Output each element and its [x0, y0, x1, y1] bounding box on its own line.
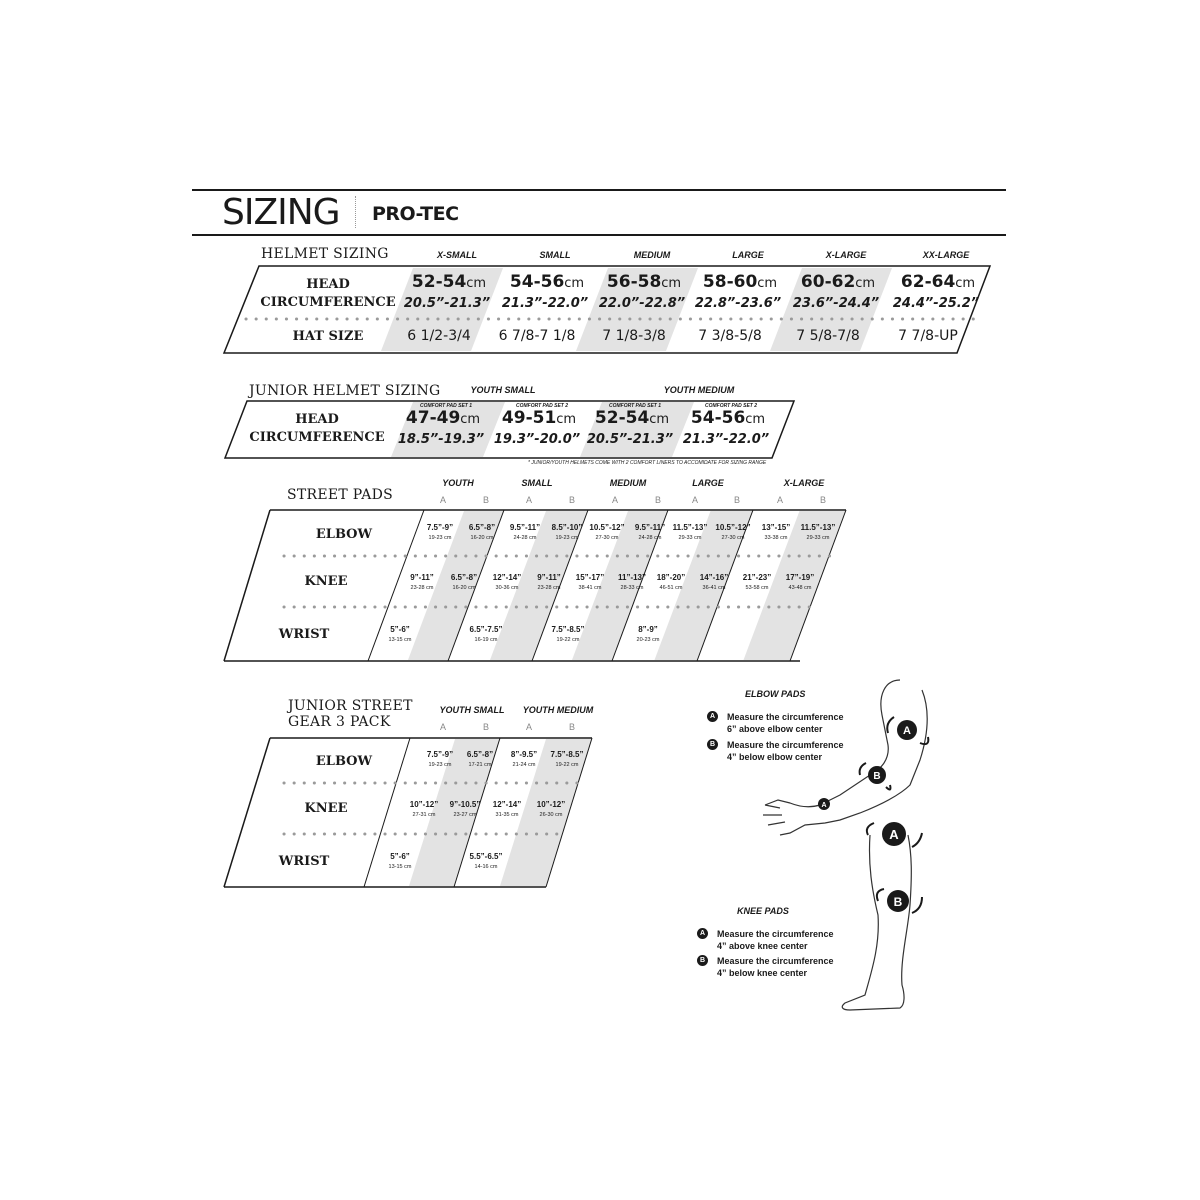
street-wrist-cell: [552, 625, 585, 643]
helmet-hat-value: 7 1/8-3/8: [602, 328, 666, 344]
junior-cm-number: 49-51: [501, 408, 557, 428]
junior-street-size-header: YOUTH SMALL: [439, 705, 505, 715]
helmet-cm-unit: cm: [855, 276, 876, 291]
street-elbow-inch: 10.5”-12”: [715, 523, 751, 532]
street-elbow-cell: [510, 523, 540, 541]
brand-logo: PRO-TEC: [372, 203, 459, 225]
junior-helmet-section-title: JUNIOR HELMET SIZING: [249, 383, 441, 399]
helmet-cm-value: [901, 272, 975, 292]
street-ab-label: A: [611, 495, 619, 505]
street-knee-cm: 46-51 cm: [659, 585, 683, 591]
helmet-cm-unit: cm: [955, 276, 976, 291]
junior-street-ab-label: B: [482, 722, 490, 732]
helmet-size-header: X-SMALL: [437, 250, 477, 260]
street-knee-cell: [410, 573, 434, 591]
street-wrist-inch: 5”-6”: [390, 625, 410, 634]
junior-inch-value: 19.3”-20.0”: [493, 432, 581, 447]
helmet-inch-value: 23.6”-24.4”: [792, 296, 880, 311]
street-knee-inch: 18”-20”: [656, 573, 686, 582]
street-elbow-cm: 19-23 cm: [555, 535, 579, 541]
junior-knee-label: KNEE: [304, 801, 348, 816]
junior-cm-value: [595, 408, 669, 428]
wrist-a-label: A: [821, 802, 827, 809]
street-elbow-inch: 6.5”-8”: [468, 523, 496, 532]
street-ab-label: A: [776, 495, 784, 505]
street-elbow-cell: [801, 523, 836, 541]
helmet-cm-number: 58-60: [702, 272, 758, 292]
junior-pad-label: COMFORT PAD SET 2: [704, 403, 758, 409]
junior-wrist-inch: 5”-6”: [390, 852, 410, 861]
street-size-header: YOUTH: [442, 478, 474, 488]
street-elbow-cm: 27-30 cm: [721, 535, 745, 541]
street-knee-cell: [743, 573, 771, 591]
helmet-head-label: HEAD CIRCUMFERENCE: [260, 277, 396, 310]
junior-inch-value: 20.5”-21.3”: [586, 432, 674, 447]
helmet-hat-value: 6 1/2-3/4: [407, 328, 471, 344]
street-elbow-cell: [427, 523, 453, 541]
junior-elbow-cell: [467, 750, 493, 768]
helmet-cm-number: 56-58: [606, 272, 662, 292]
junior-cm-value: [691, 408, 765, 428]
street-knee-inch: 12”-14”: [492, 573, 522, 582]
street-knee-inch: 11”-13”: [617, 573, 647, 582]
street-knee-cell: [493, 573, 521, 591]
junior-elbow-inch: 8”-9.5”: [510, 750, 538, 759]
helmet-inch-value: 22.8”-23.6”: [694, 296, 782, 311]
helmet-size-header: LARGE: [732, 250, 764, 260]
knee-b-text: Measure the circumference 4” below knee center: [717, 956, 834, 978]
helmet-inch-value: 22.0”-22.8”: [598, 296, 686, 311]
junior-cm-unit: cm: [556, 412, 577, 427]
street-wrist-cell: [637, 625, 660, 643]
junior-pad-label: COMFORT PAD SET 1: [608, 403, 662, 409]
street-elbow-inch: 7.5”-9”: [426, 523, 454, 532]
knee-a-label: A: [889, 827, 899, 842]
knee-a-text: Measure the circumference 4” above knee center: [717, 929, 834, 951]
street-knee-cm: 28-33 cm: [620, 585, 644, 591]
junior-elbow-cell: [551, 750, 584, 768]
street-size-header: LARGE: [692, 478, 724, 488]
street-knee-inch: 17”-19”: [785, 573, 815, 582]
junior-knee-cell: [450, 800, 481, 818]
street-elbow-cell: [635, 523, 665, 541]
street-wrist-inch: 8”-9”: [638, 625, 658, 634]
junior-inch-value: 21.3”-22.0”: [682, 432, 770, 447]
street-knee-cm: 38-41 cm: [578, 585, 602, 591]
junior-knee-cm: 31-35 cm: [495, 812, 519, 818]
junior-wrist-cm: 14-16 cm: [474, 864, 498, 870]
junior-wrist-cell: [389, 852, 412, 870]
junior-inch-value: 18.5”-19.3”: [397, 432, 485, 447]
junior-knee-cm: 26-30 cm: [539, 812, 563, 818]
street-elbow-inch: 11.5”-13”: [800, 523, 836, 532]
street-elbow-inch: 9.5”-11”: [509, 523, 541, 532]
street-size-header: MEDIUM: [609, 478, 647, 488]
street-ab-label: B: [654, 495, 662, 505]
junior-elbow-cell: [427, 750, 453, 768]
junior-knee-cell: [493, 800, 521, 818]
arm-b-label: B: [873, 771, 881, 782]
helmet-hat-value: 7 7/8-UP: [898, 328, 958, 344]
helmet-inch-value: 24.4”-25.2”: [892, 296, 980, 311]
junior-wrist-inch: 5.5”-6.5”: [469, 852, 503, 861]
junior-elbow-inch: 6.5”-8”: [466, 750, 494, 759]
helmet-cm-value: [703, 272, 777, 292]
junior-knee-cell: [410, 800, 438, 818]
street-knee-cell: [786, 573, 814, 591]
junior-elbow-inch: 7.5”-9”: [426, 750, 454, 759]
street-elbow-cm: 16-20 cm: [470, 535, 494, 541]
helmet-hat-value: 7 3/8-5/8: [698, 328, 762, 344]
junior-pad-label: COMFORT PAD SET 1: [419, 403, 473, 409]
street-wrist-inch: 7.5”-8.5”: [551, 625, 585, 634]
knee-b-marker: B: [697, 955, 708, 966]
street-elbow-inch: 9.5”-11”: [634, 523, 666, 532]
street-knee-cm: 23-28 cm: [410, 585, 434, 591]
junior-cm-unit: cm: [460, 412, 481, 427]
street-ab-label: A: [439, 495, 447, 505]
street-knee-label: KNEE: [304, 574, 348, 589]
helmet-cm-value: [412, 272, 486, 292]
street-elbow-inch: 13”-15”: [761, 523, 791, 532]
junior-street-ab-label: A: [439, 722, 447, 732]
helmet-size-header: XX-LARGE: [922, 250, 970, 260]
street-elbow-cm: 29-33 cm: [806, 535, 830, 541]
street-elbow-label: ELBOW: [315, 527, 373, 542]
street-knee-inch: 6.5”-8”: [450, 573, 478, 582]
junior-cm-unit: cm: [649, 412, 670, 427]
street-wrist-inch: 6.5”-7.5”: [469, 625, 503, 634]
junior-group-header: YOUTH MEDIUM: [663, 385, 735, 395]
junior-helmet-note: * JUNIOR/YOUTH HELMETS COME WITH 2 COMFORT LINERS TO ACCOMIDATE FOR SIZING RANGE: [528, 460, 767, 466]
junior-elbow-inch: 7.5”-8.5”: [550, 750, 584, 759]
street-elbow-cell: [673, 523, 708, 541]
junior-street-section-title: JUNIOR STREET GEAR 3 PACK: [288, 698, 413, 730]
junior-knee-cm: 27-31 cm: [412, 812, 436, 818]
elbow-a-text: Measure the circumference 6” above elbow center: [727, 712, 844, 734]
street-knee-cm: 16-20 cm: [452, 585, 476, 591]
street-ab-label: B: [733, 495, 741, 505]
street-pads-section-title: STREET PADS: [287, 487, 394, 503]
street-wrist-cm: 19-22 cm: [556, 637, 580, 643]
street-elbow-cm: 19-23 cm: [428, 535, 452, 541]
street-knee-inch: 14”-16”: [699, 573, 729, 582]
helmet-hat-label: HAT SIZE: [292, 329, 364, 344]
helmet-cm-unit: cm: [466, 276, 487, 291]
junior-knee-inch: 9”-10.5”: [449, 800, 481, 809]
helmet-hat-value: 7 5/8-7/8: [796, 328, 860, 344]
street-elbow-cm: 27-30 cm: [595, 535, 619, 541]
street-knee-cm: 30-36 cm: [495, 585, 519, 591]
junior-knee-inch: 10”-12”: [409, 800, 439, 809]
helmet-hat-value: 6 7/8-7 1/8: [498, 328, 576, 344]
street-knee-cm: 43-48 cm: [788, 585, 812, 591]
street-knee-inch: 9”-11”: [410, 573, 434, 582]
junior-elbow-cm: 19-22 cm: [555, 762, 579, 768]
helmet-cm-value: [801, 272, 875, 292]
page-title: SIZING: [222, 192, 340, 233]
helmet-cm-number: 60-62: [800, 272, 856, 292]
street-wrist-cm: 16-19 cm: [474, 637, 498, 643]
street-knee-cell: [657, 573, 685, 591]
helmet-cm-number: 62-64: [900, 272, 956, 292]
street-knee-cell: [451, 573, 477, 591]
street-ab-label: B: [568, 495, 576, 505]
street-knee-cm: 36-41 cm: [702, 585, 726, 591]
street-elbow-cm: 24-28 cm: [638, 535, 662, 541]
street-ab-label: A: [691, 495, 699, 505]
street-elbow-cell: [762, 523, 790, 541]
helmet-size-header: MEDIUM: [633, 250, 671, 260]
helmet-size-header: SMALL: [539, 250, 571, 260]
helmet-cm-number: 54-56: [509, 272, 565, 292]
junior-elbow-cm: 21-24 cm: [512, 762, 536, 768]
street-knee-cell: [576, 573, 604, 591]
street-wrist-cm: 20-23 cm: [636, 637, 660, 643]
street-elbow-cm: 33-38 cm: [764, 535, 788, 541]
street-wrist-cell: [470, 625, 503, 643]
street-size-header: X-LARGE: [783, 478, 825, 488]
helmet-cm-unit: cm: [661, 276, 682, 291]
street-knee-cm: 53-58 cm: [745, 585, 769, 591]
elbow-b-text: Measure the circumference 4” below elbow center: [727, 740, 844, 762]
junior-knee-cell: [537, 800, 565, 818]
helmet-section-title: HELMET SIZING: [261, 246, 389, 262]
street-knee-inch: 9”-11”: [537, 573, 561, 582]
junior-wrist-cm: 13-15 cm: [388, 864, 412, 870]
junior-knee-inch: 10”-12”: [536, 800, 566, 809]
junior-elbow-cm: 19-23 cm: [428, 762, 452, 768]
junior-knee-inch: 12”-14”: [492, 800, 522, 809]
helmet-cm-unit: cm: [757, 276, 778, 291]
junior-cm-number: 52-54: [594, 408, 650, 428]
street-elbow-cm: 24-28 cm: [513, 535, 537, 541]
junior-cm-unit: cm: [745, 412, 766, 427]
elbow-a-marker: A: [707, 711, 718, 722]
street-wrist-cm: 13-15 cm: [388, 637, 412, 643]
street-knee-inch: 21”-23”: [742, 573, 772, 582]
junior-pad-label: COMFORT PAD SET 2: [515, 403, 569, 409]
street-elbow-cm: 29-33 cm: [678, 535, 702, 541]
junior-cm-value: [502, 408, 576, 428]
junior-head-label: HEAD CIRCUMFERENCE: [249, 412, 385, 445]
arm-a-label: A: [903, 725, 911, 737]
street-ab-label: B: [482, 495, 490, 505]
knee-b-label: B: [893, 895, 903, 909]
street-knee-inch: 15”-17”: [575, 573, 605, 582]
elbow-legend-title: ELBOW PADS: [745, 689, 806, 699]
street-elbow-cell: [552, 523, 583, 541]
helmet-inch-value: 21.3”-22.0”: [501, 296, 589, 311]
helmet-cm-value: [607, 272, 681, 292]
street-elbow-cell: [715, 523, 750, 541]
junior-elbow-label: ELBOW: [315, 754, 373, 769]
junior-cm-number: 47-49: [405, 408, 461, 428]
helmet-cm-unit: cm: [564, 276, 585, 291]
junior-street-size-header: YOUTH MEDIUM: [522, 705, 594, 715]
street-size-header: SMALL: [521, 478, 553, 488]
body-diagram-illustration: [760, 675, 960, 1015]
street-knee-cell: [618, 573, 646, 591]
street-knee-cell: [537, 573, 561, 591]
junior-group-header: YOUTH SMALL: [470, 385, 536, 395]
helmet-cm-value: [510, 272, 584, 292]
street-elbow-inch: 11.5”-13”: [672, 523, 708, 532]
street-knee-cm: 23-28 cm: [537, 585, 561, 591]
helmet-inch-value: 20.5”-21.3”: [403, 296, 491, 311]
street-elbow-inch: 8.5”-10”: [551, 523, 583, 532]
street-ab-label: B: [819, 495, 827, 505]
junior-knee-cm: 23-27 cm: [453, 812, 477, 818]
junior-elbow-cell: [511, 750, 537, 768]
street-elbow-inch: 10.5”-12”: [589, 523, 625, 532]
junior-cm-value: [406, 408, 480, 428]
elbow-b-marker: B: [707, 739, 718, 750]
junior-wrist-label: WRIST: [278, 854, 330, 869]
knee-a-marker: A: [697, 928, 708, 939]
street-ab-label: A: [525, 495, 533, 505]
street-wrist-label: WRIST: [278, 627, 330, 642]
street-elbow-cell: [469, 523, 495, 541]
street-elbow-cell: [589, 523, 624, 541]
helmet-cm-number: 52-54: [411, 272, 467, 292]
helmet-size-header: X-LARGE: [825, 250, 867, 260]
junior-elbow-cm: 17-21 cm: [468, 762, 492, 768]
street-wrist-cell: [389, 625, 412, 643]
junior-cm-number: 54-56: [690, 408, 746, 428]
knee-legend-title: KNEE PADS: [737, 906, 789, 916]
junior-wrist-cell: [470, 852, 503, 870]
junior-street-ab-label: A: [525, 722, 533, 732]
street-knee-cell: [700, 573, 728, 591]
junior-street-ab-label: B: [568, 722, 576, 732]
